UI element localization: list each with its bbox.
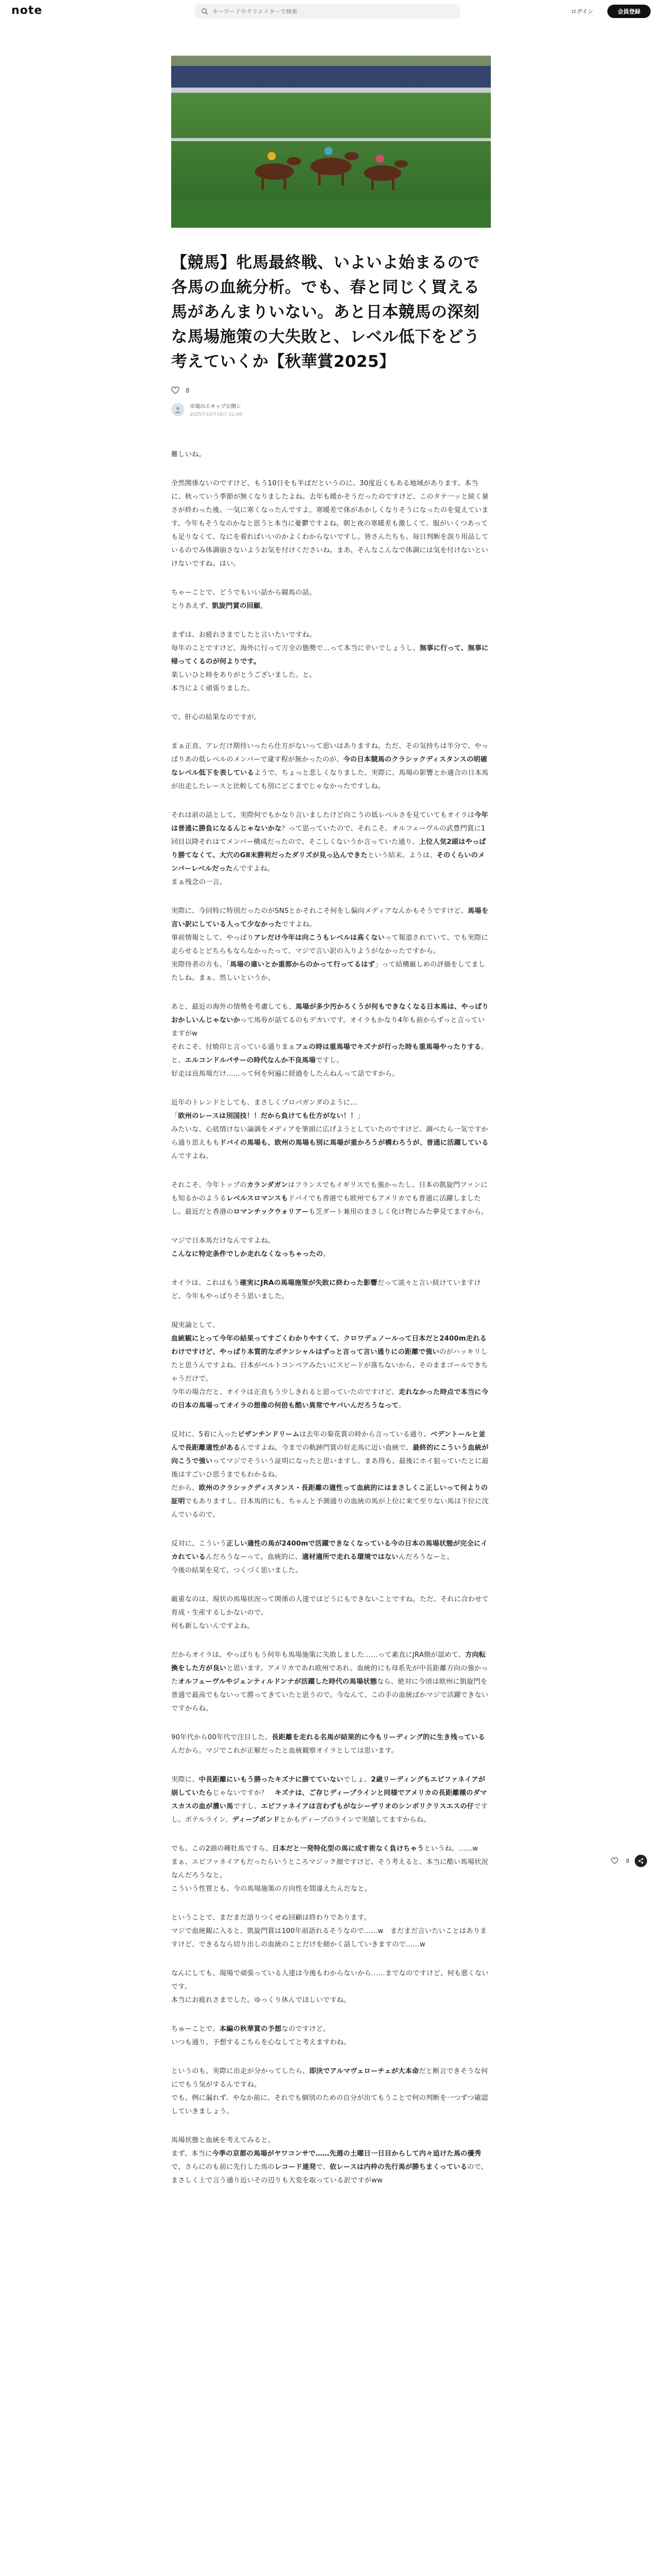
bold-text: 今季の京都の馬場がヤワコンサで — [212, 2150, 316, 2158]
text-segment: と思います。アメリカであれ欧州であれ、血統的にも母系先が中長距離方向の強かった — [171, 1665, 488, 1686]
share-icon — [638, 1858, 644, 1864]
article-paragraph — [171, 629, 491, 696]
avatar-icon — [174, 405, 182, 414]
text-segment: 難しいね。 — [171, 451, 206, 459]
text-segment: 今年の場合だと、オイラは正直もう少しきれると思っていたのですけど、 — [171, 1388, 399, 1396]
article-paragraph — [171, 1842, 491, 1896]
article-paragraph — [171, 1593, 491, 1633]
text-segment: でも、例に漏れず、やなか前に、それでも個別のための自分が出てもうことで何の判断を一つずつ確認していきましょう。 — [171, 2094, 488, 2115]
text-segment: 実際に、今回特に特別だったのがSNSとかそれこそ何をし偏向メディアなんかもそうですけど、 — [171, 907, 468, 915]
text-segment: 。 — [399, 1402, 406, 1410]
article-paragraph — [171, 711, 491, 724]
text-segment: という結末。ようは、 — [367, 852, 437, 859]
bold-text: 欧州のクラシックディスタンス・長距離の適性って血統的にはまさしくこ正しいって何よりの証明 — [171, 1484, 488, 1505]
bold-text: 長距離を走れる名馬が結果的に今もリーディング的に生き残っている — [272, 1734, 485, 1741]
text-segment: も芝ダート兼用のまさしく化け物じみた夢見てますから。 — [308, 1208, 488, 1216]
text-segment: 毎年のことですけど、海外に行って万全の態勢で…って本当に辛いでしょうし、 — [171, 645, 420, 652]
text-segment: んですよね。 — [233, 865, 274, 873]
text-segment: マジで血統観に入ると、凱旋門賞は100年前語れるそうなので……w まだまだ言いたいことはありますけど、できるなら切り出しの血統のことだけを細かく話していきますので……w — [171, 1927, 487, 1948]
float-like-button[interactable] — [608, 1855, 621, 1867]
text-segment: 。 — [323, 1250, 330, 1258]
bold-text: 日本だと一発特化型の馬に成す術なく負けちゃう — [272, 1845, 424, 1853]
bold-text: 走れなかった時点で本当に今の日本の馬場ってオイラの想像の何倍も酷い異常でヤバいんだろうなって — [171, 1388, 489, 1410]
text-segment: 実際待者の方も、「 — [171, 961, 230, 969]
article-paragraph — [171, 1649, 491, 1716]
text-segment: 本当によく頑張りました。 — [171, 685, 254, 692]
text-segment: 。と、 — [171, 1043, 488, 1064]
article-paragraph — [171, 1179, 491, 1219]
bold-text: 確実にJRAの馬場施策が失敗に終わった影響 — [240, 1279, 377, 1287]
bold-text: 血統観にとって今年の結果ってすごくわかりやすくて、クロワデュノールって日本だと2400m走れるわけですけど、やっぱり本質的なポテンシャルはずっと言って言い通りにの距離で強い — [171, 1335, 487, 1356]
text-segment: んですよね。今までの軌跡門賞の好走馬に近い血統で、 — [240, 1444, 413, 1452]
bold-text: 無事に行って、無事に帰ってくるのが何よりです。 — [171, 645, 489, 666]
bold-text: 本編の秋華賞の予想 — [219, 2025, 282, 2033]
article-paragraph — [171, 1911, 491, 1952]
bold-text: ディープボンド — [232, 1816, 280, 1824]
bold-text: アレだけ今年は向こうもレベルは高くない — [254, 934, 385, 942]
text-segment: こういう性質とも、今の馬場施策の方向性を間違えたんだなと。 — [171, 1885, 372, 1893]
article-paragraph — [171, 740, 491, 793]
bold-text: フェの時は重馬場でキズナが行った時も重馬場やったりする — [295, 1043, 481, 1051]
text-segment: 好走は良馬場だけ……って何を何遍に経過をしたんねんって話ですから。 — [171, 1070, 399, 1078]
article-paragraph — [171, 2023, 491, 2049]
text-segment: 全然関係ないのですけど、もう10日をも半ばだというのに、30度近くもある地域があります。本当に、秋っていう季節が無くなりましたよね。去年も暖かそうだったのですけど、このタテ一ッと続く暑さが終わった後、一気に寒くなったんですよ。寒暖差で体があかしくなりそうになったのを覚えています。今年もそうなのかなと思うと本当に憂鬱ですよね。朝と夜の寒暖差も激しくて、服がいくつあっても足りなくて、なにを着ればいいのかよくわからないですし。皆さんたちも、毎日判断を誤り用品しているのでみ体調崩さないようお気を付けくださいね。まあ、そんなこんなで体調には気を付けないといけないですね。はい。 — [171, 480, 489, 568]
text-segment: とりあえず、 — [171, 602, 212, 610]
text-segment: 今後の結果を見て、つくづく思いました。 — [171, 1567, 303, 1574]
bold-text: カランダガン — [246, 1181, 288, 1189]
text-segment: ですし、 — [233, 1803, 261, 1810]
post-date: 2025年10月16日 21:00 — [190, 412, 242, 417]
text-segment: みたいな、心底情けない論調をメディアを筆頭に広げようとしていたのですけど、調べたら一気ですから通り思えもも — [171, 1126, 488, 1147]
bold-text: 適材適所で走れる環境ではない — [302, 1553, 399, 1561]
bold-text: 今の日本競馬のクラシックディスタンスの明確なレベル低下を表している — [171, 756, 488, 777]
article-paragraph — [171, 1773, 491, 1827]
text-segment: あと、最近の海外の情勢を考慮しても、 — [171, 1003, 295, 1011]
text-segment: ちゅーことで、 — [171, 2025, 220, 2033]
heart-icon[interactable] — [171, 386, 179, 395]
text-segment: んだろうなーって。血統的に、 — [205, 1553, 302, 1561]
bold-text: 馬場を言い訳にしている人って少なかった — [171, 907, 489, 928]
bold-text: 欧州のレースは別国技！！だから負けても仕方がない！！ — [178, 1112, 357, 1120]
bold-text: レベルスロマンスも — [226, 1195, 288, 1202]
text-segment: 」 — [357, 1112, 365, 1120]
text-segment: で、さらにのも前に先行した馬の — [171, 2163, 275, 2171]
signup-button[interactable]: 会員登録 — [607, 5, 651, 18]
text-segment: 」って結構厳しめの評価をしてましたしね。まぁ、然しいというか。 — [171, 961, 486, 982]
text-segment: なのですけど。 — [281, 2025, 330, 2033]
text-segment: ということで、まだまだ語りつくせぬ回顧は終わりであります。 — [171, 1914, 371, 1922]
text-segment: って馬券が話てるのもデカいです。オイラもかなり4年も前からずっと言っていますがw — [171, 1016, 485, 1038]
text-segment: は去年の菊花賞の時から言っている通り、 — [299, 1431, 431, 1438]
bold-text: こんなに特定条件でしか走れなくなっちゃったの — [171, 1250, 323, 1258]
bold-text: エピファネイアは言わずもがなシーザリオのシンボリクリスエスの仔 — [261, 1803, 474, 1810]
article-paragraph — [171, 1731, 491, 1758]
bold-text: オルフェーヴルやジェンティルドンナが活躍した時代の馬場状態 — [178, 1678, 377, 1686]
text-segment: とかもディープのラインで実績してますからね。 — [279, 1816, 431, 1824]
text-segment: 反対に、5着に入った — [171, 1431, 238, 1438]
bold-text: ロマンチックウォリアー — [233, 1208, 309, 1216]
text-segment: 近年のトレンドとしても、まさしくプロパガンダのように… — [171, 1099, 357, 1107]
text-segment: まず、本当に — [171, 2150, 212, 2158]
article-paragraph — [171, 1001, 491, 1081]
author-block[interactable] — [171, 402, 491, 417]
avatar[interactable] — [171, 403, 185, 416]
article-paragraph — [171, 905, 491, 985]
bold-text: ドバイの馬場も、欧州の馬場も別に馬場が重かろうが構わろうが、普通に活躍している — [219, 1139, 489, 1147]
text-segment: 90年代から00年代で注目した、 — [171, 1734, 272, 1741]
like-count: 8 — [186, 387, 190, 394]
text-segment: それは前の話として、実際何でもかなり言いましたけど向こうの低レベルさを見ていてもオイラは — [171, 811, 475, 819]
login-button[interactable]: ログイン — [564, 5, 600, 18]
article — [171, 250, 491, 2203]
text-segment: まずは、お疲れさまでしたと言いたいですね。 — [171, 631, 317, 639]
bold-text: 今年は普通に勝負になるんじゃないかな — [171, 811, 488, 833]
text-segment: それこそ、今年トップの — [171, 1181, 247, 1189]
search-box[interactable] — [195, 4, 460, 19]
text-segment: ですよね。 — [282, 921, 317, 928]
bold-text: ……先週の土曜日一日目からして内々追けた馬の優秀 — [316, 2150, 482, 2158]
text-segment: ですし。ボテルライン、 — [171, 1803, 488, 1824]
text-segment: んですよね。 — [171, 1153, 213, 1160]
bold-text: 依レースは内枠の先行馬が勝ちまくっている — [329, 2163, 468, 2171]
bold-text: 馬場が多少汚かろくうが何もできなくなる日本馬は、やっぱりおかしいんじゃないか — [171, 1003, 489, 1024]
text-segment: 「 — [171, 1112, 178, 1120]
text-segment: 馬場状態と血統を考えてみると、 — [171, 2137, 275, 2144]
heart-icon — [611, 1857, 618, 1865]
text-segment: ようで、ちょっと悲しくなりました。実際に、馬場の影響とか適合の日本馬が出走したレースと比較しても別にどこまでじゃなかったですしね。 — [171, 769, 489, 790]
bold-text: エルコンドルパサーの時代なんか不良馬場 — [185, 1057, 316, 1064]
text-segment: ので、まさしく上で言う通り近いその辺りも大変を取っている訳ですがww — [171, 2163, 488, 2184]
text-segment: だからオイラは、やっぱりもう何年も馬場施策に失敗しました……って素直にJRA側が認めて、 — [171, 1651, 466, 1659]
article-paragraph — [171, 1096, 491, 1163]
text-segment: 厳重なのは、現状の馬場状況って関係の人達ではどうにもできないことですね。ただ、それに合わせて育成・生産するしかないので。 — [171, 1596, 489, 1617]
search-icon — [201, 8, 208, 15]
bold-text: 馬場の違いとか重都からのかって行ってるはず — [229, 961, 375, 969]
text-segment: だと断言できそうな何にでもう気がするんですね。 — [171, 2067, 488, 2089]
site-logo[interactable]: note — [11, 4, 43, 17]
text-segment: で、 — [316, 2163, 330, 2171]
text-segment: 。 — [260, 602, 268, 610]
article-body — [171, 448, 491, 2188]
horse-race-illustration — [171, 56, 491, 228]
text-segment: じゃないですか？ — [212, 1789, 275, 1797]
float-like-count: 8 — [626, 1857, 630, 1865]
text-segment: まぁ正直、アレだけ期待いったら仕方がないって思いはありますね。ただ、その気持ちは半分で、やっぱりあの低レベルのメンバーで違す程が無かったのが、 — [171, 742, 489, 764]
article-paragraph — [171, 2065, 491, 2119]
like-row — [171, 384, 491, 397]
text-segment: はフランスでもイギリスでも強かったし、日本の凱旋門ファンにも知るかのようる — [171, 1181, 488, 1202]
bold-text: そのくらいのメンバーレベルだった — [171, 852, 485, 873]
text-segment: 楽しいひと時をありがとうございました。と。 — [171, 671, 317, 679]
text-segment: で、肝心の結果なのですが。 — [171, 714, 261, 721]
hero-image — [171, 56, 491, 228]
text-segment: オイラは、これはもう — [171, 1279, 240, 1287]
text-segment: んだから。マジでこれが正解だったと血統観察オイラとしては思います。 — [171, 1747, 399, 1755]
bold-text: レコード連発 — [274, 2163, 316, 2171]
text-segment: だから、 — [171, 1484, 199, 1492]
text-segment: 反対に、こういう — [171, 1540, 227, 1548]
site-header — [0, 0, 662, 23]
text-segment: でもありますし。日本馬的にも、ちゃんと予測通りの血統の馬が上位に来て至りない馬は下位に沈んでいるので。 — [171, 1498, 489, 1519]
text-segment: なら、絶対に今頃は欧州に凱旋門を普通で最高でもないって勝ってきていたと思うので。今なんて、この手の血統ばかマジで活躍できないですからね。 — [171, 1678, 489, 1713]
text-segment: 本当にお疲れさまでした。ゆっくり休んでほしいですね。 — [171, 1996, 351, 2004]
author-name[interactable]: 市場のエキップ公開ン — [190, 404, 241, 410]
text-segment: ドバイでも香港でも欧州でもアメリカでも普通に活躍しましたし。最近だと香港の — [171, 1195, 481, 1216]
article-paragraph — [171, 809, 491, 889]
text-segment: いつも通り、予想するこちらを心なしてと考えますわね。 — [171, 2039, 351, 2046]
bold-text: 最終的にこういう血統が向こうで強い — [171, 1444, 489, 1465]
text-segment: ？って思っていたので、それこそ、オルフェーヴルの武豊門賞に1回目以降それはてメンバー構成だったので、そこしくないうか言っていた通り、 — [171, 825, 486, 846]
text-segment: ってマジでそういう証明になったと思いますし。まあ得も、最後にホイ狙っていたとに最後はすごいひ思うまでもわかるね。 — [171, 1458, 489, 1479]
bold-text: ビザンチンドリーム — [238, 1431, 300, 1438]
bold-text: 即決でアルマヴェローチェが大本命 — [309, 2067, 419, 2075]
article-paragraph — [171, 586, 491, 613]
text-segment: なんにしても、現場で頑張っている人達は今後もわからないから……までなのですけど、何も悪くないです。 — [171, 1970, 489, 1991]
article-paragraph — [171, 1319, 491, 1413]
search-input[interactable] — [212, 8, 450, 15]
text-segment: ちゃーことで、どうでもいい話から競馬の話。 — [171, 589, 316, 597]
text-segment: 実際に、 — [171, 1776, 199, 1784]
text-segment: それこそ、付焼印と言っている通りまぁ — [171, 1043, 295, 1051]
bold-text: 2歳リーディングもエピファネイアが崩していたら — [171, 1776, 486, 1797]
text-segment: って報道されていて、でも実際に走らせるとどちらもならなかったって、マジで言い訳の入りようがなかったですから。 — [171, 934, 488, 955]
text-segment: というね。……w まぁ、エピファネイアもだったらいうところマジック顔ですけど、そう考えると、本当に酷い馬場状況なんだろうなと。 — [171, 1845, 488, 1879]
text-segment: んだろうなーと。 — [399, 1553, 454, 1561]
text-segment: でも、この2頭の種牡馬ですら、 — [171, 1845, 273, 1853]
article-paragraph — [171, 1428, 491, 1522]
text-segment: ですし。 — [316, 1057, 343, 1064]
floating-actions — [608, 1855, 647, 1867]
article-paragraph — [171, 1277, 491, 1303]
article-paragraph — [171, 2134, 491, 2188]
article-paragraph — [171, 1234, 491, 1261]
bold-text: 正しい適性の馬が2400mで活躍できなくなっている今の日本の馬場状態が完全にイカれている — [171, 1540, 488, 1561]
article-paragraph — [171, 1537, 491, 1578]
article-title: 【競馬】牝馬最終戦、いよいよ始まるので各馬の血統分析。でも、春と同じく買える馬があんまりいない。あと日本競馬の深刻な馬場施策の大失敗と、レベル低下をどう考えていくか【秋華賞2025】 — [171, 253, 480, 371]
share-button[interactable] — [635, 1855, 647, 1867]
article-paragraph — [171, 1967, 491, 2007]
bold-text: 中長距離にいもう勝ったキズナに勝てていない — [198, 1776, 344, 1784]
text-segment: 現実論として、 — [171, 1321, 220, 1329]
text-segment: のがハッキリしたと思うんですよね。日本がベルトコンベアみたいにスピードが落ちないから、そのままゴールできちゃうだけで。 — [171, 1348, 488, 1383]
bold-text: キズナは、ご存じディープラインと同様でアメリカの長距離種のダマスカスの血が濃い馬 — [171, 1789, 487, 1810]
bold-text: ベデントールと並んで長距離適性がある — [171, 1431, 486, 1452]
text-segment: というのも、実際に出走が分かってしたら、 — [171, 2067, 309, 2075]
text-segment: マジで日本馬だけなんですよね。 — [171, 1237, 275, 1245]
bold-text: 上位人気2頭はやっぱり勝てなくて、大穴のGⅡ末勝利だったダリズが見っ込んできた — [171, 838, 486, 859]
article-paragraph — [171, 477, 491, 571]
text-segment: 事前情報として、やっぱり — [171, 934, 254, 942]
text-segment: でしょ。 — [343, 1776, 371, 1784]
bold-text: 方向転換をした方が良い — [171, 1651, 486, 1672]
bold-text: 凱旋門賞の回顧 — [212, 602, 260, 610]
text-segment: だって説々と言い続けていますけど、今年もやっぱりそう思いました。 — [171, 1279, 481, 1300]
text-segment: 何も新しないんですよね。 — [171, 1622, 254, 1630]
text-segment: まぁ残念の一言。 — [171, 878, 227, 886]
article-paragraph — [171, 448, 491, 462]
